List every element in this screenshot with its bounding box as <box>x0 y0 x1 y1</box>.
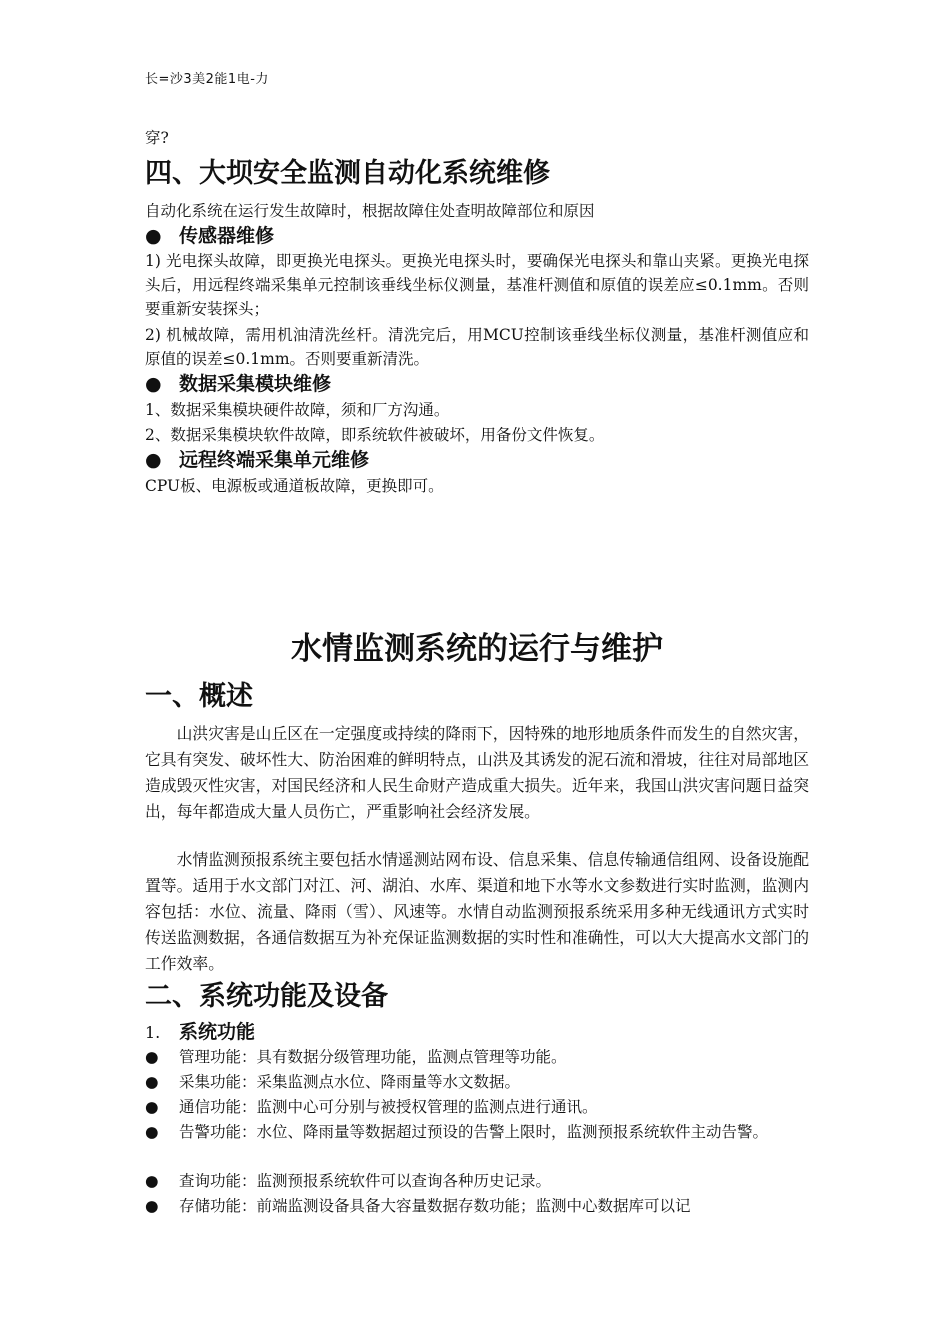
list-number: 1. <box>145 1023 161 1042</box>
function-item <box>145 1120 809 1144</box>
function-item-text: 告警功能：水位、降雨量等数据超过预设的告警上限时，监测预报系统软件主动告警。 <box>179 1123 769 1141</box>
subheading-text: 数据采集模块维修 <box>179 373 332 395</box>
bullet-icon: ● <box>145 1172 159 1190</box>
subheading-text: 系统功能 <box>179 1021 256 1043</box>
subheading-text: 远程终端采集单元维修 <box>179 449 370 471</box>
bullet-icon: ● <box>145 373 162 395</box>
function-item-text: 采集功能：采集监测点水位、降雨量等水文数据。 <box>179 1073 521 1091</box>
function-item <box>145 1169 809 1193</box>
subheading-daq-repair <box>145 371 331 397</box>
document-title: 水情监测系统的运行与维护 <box>291 631 663 667</box>
continued-text: 穿? <box>145 129 169 147</box>
bullet-icon: ● <box>145 1123 159 1141</box>
function-item-text: 查询功能：监测预报系统软件可以查询各种历史记录。 <box>179 1172 552 1190</box>
overview-paragraph-2: 水情监测预报系统主要包括水情遥测站网布设、信息采集、信息传输通信组网、设备设施配置等。适用于水文部门对江、河、湖泊、水库、渠道和地下水等水文参数进行实时监测，监测内容包括：水位、流量、降雨（雪）、风速等。水情自动监测预报系统采用多种无线通讯方式实时传送监测数据，各通信数据互为补充保证监测数据的实时性和准确性，可以大大提高水文部门的工作效率。 <box>145 850 809 973</box>
section-heading-overview: 一、概述 <box>145 681 253 712</box>
function-item <box>145 1070 809 1094</box>
sensor-item-1: 1) 光电探头故障，即更换光电探头。更换光电探头时，要确保光电探头和靠山夹紧。更换光电探头后，用远程终端采集单元控制该垂线坐标仪测量，基准杆测值和原值的误差应≤0.1mm。否则要重新安装探头； <box>145 252 809 318</box>
subheading-sensor-repair <box>145 223 274 249</box>
function-item-text: 管理功能：具有数据分级管理功能，监测点管理等功能。 <box>179 1048 567 1066</box>
function-item <box>145 1194 809 1218</box>
function-item <box>145 1095 809 1119</box>
rtu-item-1: CPU板、电源板或通道板故障，更换即可。 <box>145 477 444 495</box>
sensor-item-2: 2) 机械故障，需用机油清洗丝杆。清洗完后，用MCU控制该垂线坐标仪测量，基准杆测值应和原值的误差≤0.1mm。否则要重新清洗。 <box>145 326 809 368</box>
bullet-icon: ● <box>145 225 162 247</box>
function-item <box>145 1045 809 1069</box>
daq-item-2: 2、数据采集模块软件故障，即系统软件被破坏，用备份文件恢复。 <box>145 426 605 444</box>
function-item-text: 通信功能：监测中心可分别与被授权管理的监测点进行通讯。 <box>179 1098 598 1116</box>
page-header: 长=沙3美2能1电-力 <box>145 72 269 87</box>
bullet-icon: ● <box>145 449 162 471</box>
section-4-intro: 自动化系统在运行发生故障时，根据故障住处查明故障部位和原因 <box>145 202 595 220</box>
subheading-text: 传感器维修 <box>179 225 275 247</box>
subheading-system-functions <box>145 1019 255 1046</box>
function-item-text: 存储功能：前端监测设备具备大容量数据存数功能；监测中心数据库可以记 <box>179 1197 691 1215</box>
overview-paragraph-1: 山洪灾害是山丘区在一定强度或持续的降雨下，因特殊的地形地质条件而发生的自然灾害，它具有突发、破坏性大、防治困难的鲜明特点，山洪及其诱发的泥石流和滑坡，往往对局部地区造成毁灭性灾害，对国民经济和人民生命财产造成重大损失。近年来，我国山洪灾害问题日益突出，每年都造成大量人员伤亡，严重影响社会经济发展。 <box>145 724 809 821</box>
bullet-icon: ● <box>145 1048 159 1066</box>
section-heading-4: 四、大坝安全监测自动化系统维修 <box>145 158 550 189</box>
daq-item-1: 1、数据采集模块硬件故障，须和厂方沟通。 <box>145 401 450 419</box>
bullet-icon: ● <box>145 1197 159 1215</box>
subheading-rtu-repair <box>145 447 369 473</box>
bullet-icon: ● <box>145 1098 159 1116</box>
bullet-icon: ● <box>145 1073 159 1091</box>
section-heading-functions: 二、系统功能及设备 <box>145 981 388 1012</box>
